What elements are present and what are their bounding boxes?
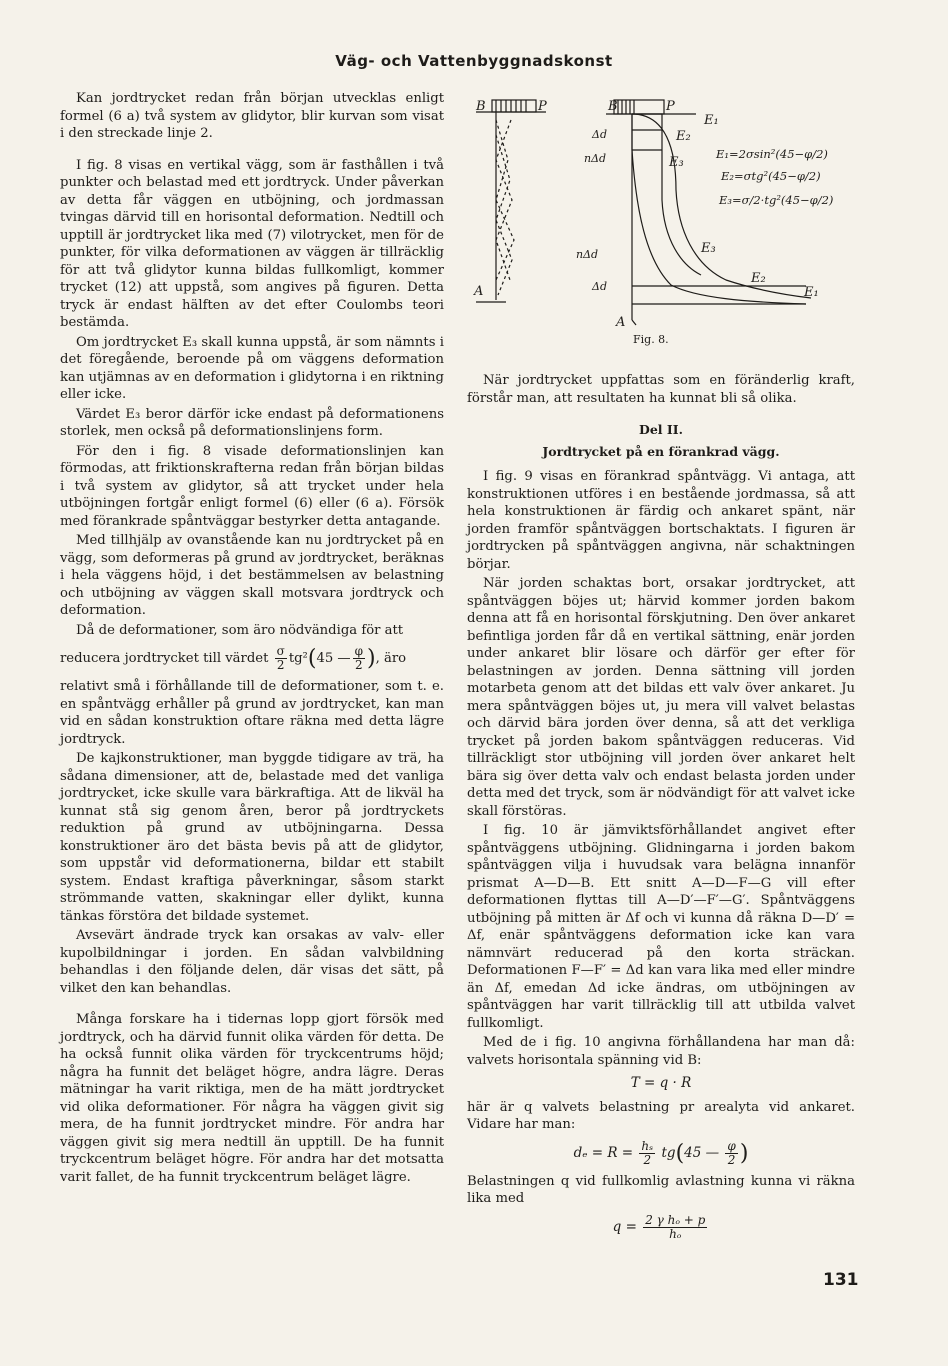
paragraph: Belastningen q vid fullkomlig avlastning kunna vi räkna lika med	[467, 1173, 855, 1206]
paragraph: För den i fig. 8 visade deformationslinjen kan förmodas, att friktionskrafterna redan från början bildas i två system av glidytor, så att trycket under hela utböjningen fortgår enligt formel (6) eller (6 a). Försök med förankrade spåntväggar bestyrker detta antagande.	[60, 443, 444, 529]
figure-8	[466, 90, 866, 350]
label-b-left: B	[476, 99, 486, 114]
label-eq3: E₃=σ/2·tg²(45−φ/2)	[719, 193, 834, 207]
formula-text-post: , äro	[375, 650, 407, 666]
label-de-1: Δd	[592, 128, 607, 141]
formula-de: dₑ = R = $\frac{\text{hₛ}}{2}$ tg(45 — $\frac{\varphi}{2}$ )	[573, 1138, 749, 1167]
formula-q	[467, 1214, 855, 1241]
formula-de-left: dₑ = R =	[573, 1144, 634, 1161]
fraction-phi-2: $\frac{\varphi}{2}$	[727, 1138, 736, 1167]
paragraph: När jorden schaktas bort, orsakar jordtrycket, att spåntväggen böjes ut; härvid kommer jorden bakom denna att få en horisontal förskjutning. Den över ankaret befintliga jorden får då en vertikal sättning, enär jorden under ankaret blir lösare och därför ger efter för belastningen av jorden. Denna sättning vill jorden motarbeta genom att det bildas ett valv över ankaret. Ju mera spåntväggen böjes ut, ju mera vill valvet belastas och därvid bära jorden över denna, så att det verkliga trycket på jorden bakom spåntväggen reduceras. Vid tillräckligt stor utböjning vill jorden över ankaret helt bära sig över detta valv och endast belasta jorden under detta med det tryck, som är nödvändigt för att valvet icke skall förstöras.	[467, 576, 855, 819]
paragraph: Med tillhjälp av ovanstående kan nu jordtrycket på en vägg, som deformeras på grund av jordtrycket, beräknas i hela väggens höjd, i det bestämmelsen av belastning och utböjning av väggen skall motsvara jordtryck och deformation.	[60, 533, 444, 618]
fraction-sigma: $\frac{\sigma}{2}$	[276, 644, 285, 672]
part-subtitle: Jordtrycket på en förankrad vägg.	[542, 443, 780, 459]
label-e2-bottom: E₂	[751, 271, 766, 286]
formula-t: T = q · R	[630, 1075, 692, 1091]
right-column	[467, 372, 855, 1247]
page-header: Väg- och Vattenbyggnadskonst	[335, 52, 613, 70]
formula-text-pre: reducera jordtrycket till värdet	[60, 650, 269, 666]
figure-caption: Fig. 8.	[633, 333, 669, 346]
formula-paren: (	[307, 645, 317, 671]
label-e3-bottom: E₃	[701, 241, 716, 256]
curve-e2	[632, 114, 806, 304]
paragraph: Med de i fig. 10 angivna förhållandena har man då: valvets horisontala spänning vid B:	[467, 1035, 855, 1068]
left-column	[60, 90, 444, 1188]
label-e3-top: E₃	[669, 155, 684, 170]
inline-formula-line: reducera jordtrycket till värdet $\frac{\sigma}{2}$ tg² ( 45 — $\frac{\varphi}{2}$ ) , äro	[60, 644, 407, 672]
paragraph: I fig. 8 visas en vertikal vägg, som är fasthållen i två punkter och belastad med ett jordtryck. Under påverkan av detta får väggen en utböjning, och jordmassan tvingas därvid till en horisontal deformation. Nedtill och upptill är jordtrycket lika med (7) vilotrycket, men för de punkter, för vilka deformationen av väggen är tillräcklig för att två glidytor kunna bildas fullkomligt, kommer trycket (12) att uppstå, som angives på figuren. Detta tryck är endast hälften av det efter Coulombs teori bestämda.	[60, 157, 444, 330]
paragraph: De kajkonstruktioner, man byggde tidigare av trä, ha sådana dimensioner, att de, belastade med det vanliga jordtrycket, icke skulle vara bärkraftiga. Att de likväl ha kunnat stå sig genom åren, beror på jordtryckets reduktion på grund av utböjningarna. Dessa konstruktioner äro det bästa bevis på att de glidytor, som uppstår vid deformationerna, bildar ett stabilt system. Endast kraftiga påverkningar, såsom starkt strömmande vatten, skakningar eller dylikt, kunna tänkas förstöra det bildade systemet.	[60, 751, 444, 924]
paragraph: Många forskare ha i tidernas lopp gjort försök med jordtryck, och ha därvid funnit olika värden för detta. De ha också funnit olika värden för tryckcentrums höjd; några ha funnit det beläget högre, andra lägre. Deras mätningar ha varit riktiga, men de ha mätt jordtrycket vid olika deformationer. För några ha väggen givit sig mera, de ha funnit jordtrycket mindre. För andra har väggen givit sig mera nedtill än upptill. De ha funnit tryckcentrum beläget högre. För andra har det motsatta varit fallet, de ha funnit tryckcentrum beläget lägre.	[60, 1012, 444, 1185]
paragraph: När jordtrycket uppfattas som en föränderlig kraft, förstår man, att resultaten ha kunnat bli så olika.	[467, 373, 855, 406]
label-nde-2: nΔd	[576, 248, 599, 261]
label-b-main: B	[608, 99, 618, 114]
fraction-phi: $\frac{\varphi}{2}$	[354, 644, 364, 672]
top-block-left	[492, 100, 536, 112]
label-a-main: A	[616, 315, 626, 330]
formula-q-left: q =	[612, 1218, 637, 1235]
paragraph: här är q valvets belastning pr arealyta vid ankaret. Vidare har man:	[467, 1099, 855, 1132]
part-title: Del II.	[639, 422, 683, 437]
paragraph: I fig. 10 är jämviktsförhållandet angivet efter spåntväggens utböjning. Glidningarna i jorden bakom spåntväggen vilja i huvudsak vara belägna innanför prismat A—D—B. Ett snitt A—D—F—G vill efter deformationen flyttas till A—D′—F′—G′. Spåntväggens utböjning på mitten är Δf och vi kunna då räkna D—D′ = Δf, enär spåntväggens deformation icke kan vara nämnvärt reducerad på den korta sträckan. Deformationen F—F′ = Δd kan vara lika med eller mindre än Δf, emedan Δd icke ändras, om utböjningen av spåntväggen har varit tillräcklig till att utbilda valvet fullkomligt.	[467, 823, 855, 1031]
label-e1-top: E₁	[704, 113, 719, 128]
paragraph: Kan jordtrycket redan från början utvecklas enligt formel (6 a) två system av glidytor, blir kurvan som visat i den streckade linje 2.	[60, 91, 444, 141]
paragraph: Avsevärt ändrade tryck kan orsakas av valv- eller kupolbildningar i jorden. En sådan valvbildning behandlas i den följande delen, där visas det sätt, på vilket den kan behandlas.	[60, 928, 444, 996]
label-e1-bottom: E₁	[804, 285, 819, 300]
formula-45: 45 —	[316, 650, 351, 666]
label-eq1: E₁=2σsin²(45−φ/2)	[716, 147, 828, 161]
paragraph: I fig. 9 visas en förankrad spåntvägg. Vi antaga, att konstruktionen utföres i en bestående jordmassa, så att hela konstruktionen är färdig och ankaret spänt, när jorden framför spåntväggen bortschaktats. I figuren är jordtrycken på spåntväggen angivna, när schaktningen börjar.	[467, 469, 855, 572]
label-p-main: P	[666, 99, 675, 114]
fraction-hs: $\frac{\text{hₛ}}{2}$	[641, 1138, 654, 1167]
paragraph: Värdet E₃ beror därför icke endast på deformationens storlek, men också på deformationslinjens form.	[60, 406, 444, 439]
label-e2-top: E₂	[676, 129, 691, 144]
label-p-left: P	[538, 99, 547, 114]
paragraph: relativt små i förhållande till de deformationer, som t. e. en spåntvägg erhåller på grund av jordtrycket, kan man vid en sådan konstruktion oftare räkna med detta lägre jordtryck.	[60, 679, 444, 747]
label-nde-1: nΔd	[584, 152, 607, 165]
fraction-q: $\frac{\text{2 γ hₒ + p}}{\text{hₒ}}$	[645, 1212, 706, 1241]
paragraph: Då de deformationer, som äro nödvändiga för att	[76, 622, 404, 638]
label-eq2: E₂=σtg²(45−φ/2)	[721, 169, 821, 183]
formula-tg2: tg²	[288, 650, 308, 666]
label-a-left: A	[474, 284, 484, 299]
page-number: 131	[823, 1270, 859, 1290]
label-de-2: Δd	[592, 280, 607, 293]
paragraph: Om jordtrycket E₃ skall kunna uppstå, är som nämnts i det föregående, beroende på om väggens deformation kan utjämnas av en deformation i glidytorna i en riktning eller icke.	[60, 334, 444, 402]
